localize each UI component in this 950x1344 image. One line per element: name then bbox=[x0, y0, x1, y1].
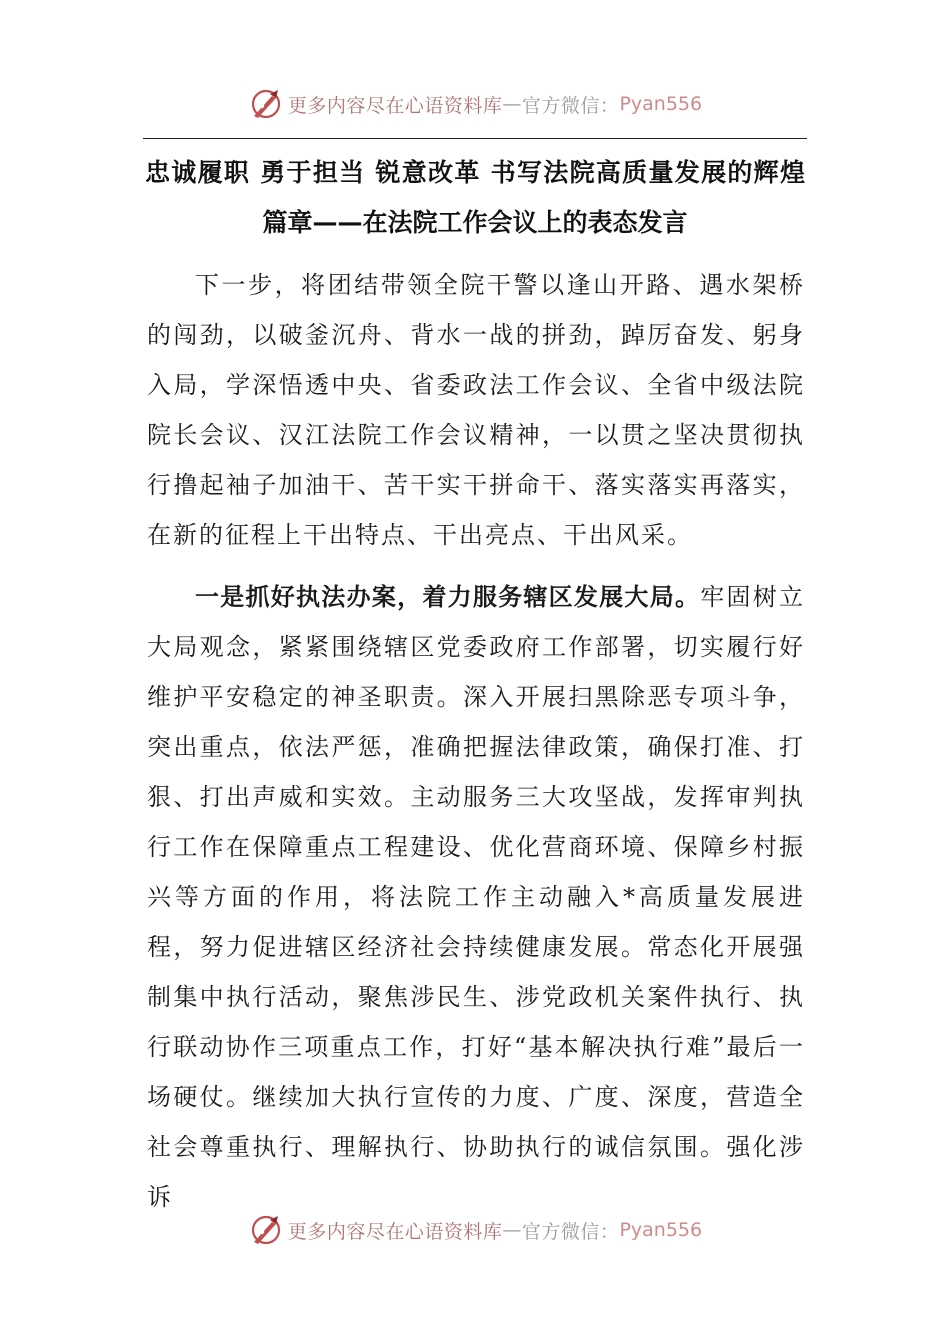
banner-text: 更多内容尽在心语资料库 bbox=[287, 1220, 503, 1243]
banner-wechat-id: Pyan556 bbox=[619, 1219, 703, 1241]
banner-dash: — bbox=[502, 1219, 522, 1241]
banner-wechat-label: 官方微信： bbox=[521, 94, 620, 117]
banner-wechat-id: Pyan556 bbox=[619, 93, 703, 115]
paragraph-2 bbox=[147, 572, 805, 1222]
header-divider bbox=[143, 138, 807, 139]
paragraph-2-body: 牢固树立大局观念，紧紧围绕辖区党委政府工作部署，切实履行好维护平安稳定的神圣职责。深入开展扫黑除恶专项斗争，突出重点，依法严惩，准确把握法律政策，确保打准、打狠、打出声威和实效。主动服务三大攻坚战，发挥审判执行工作在保障重点工程建设、优化营商环境、保障乡村振兴等方面的作用，将法院工作主动融入*高质量发展进程，努力促进辖区经济社会持续健康发展。常态化开展强制集中执行活动，聚焦涉民生、涉党政机关案件执行、执行联动协作三项重点工作，打好“基本解决执行难”最后一场硬仗。继续加大执行宣传的力度、广度、深度，营造全社会尊重执行、理解执行、协助执行的诚信氛围。强化涉诉 bbox=[147, 583, 806, 1211]
header-watermark-banner bbox=[0, 84, 950, 124]
paragraph-1: 下一步，将团结带领全院干警以逢山开路、遇水架桥的闯劲，以破釜沉舟、背水一战的拼劲，踔厉奋发、躬身入局，学深悟透中央、省委政法工作会议、全省中级法院院长会议、汉江法院工作会议精神，一以贯之坚决贯彻执行撸起袖子加油干、苦干实干拼命干、落实落实再落实，在新的征程上干出特点、干出亮点、干出风采。 bbox=[147, 271, 805, 549]
pen-logo-icon bbox=[248, 1212, 284, 1248]
banner-dash: — bbox=[502, 93, 522, 115]
pen-logo-icon bbox=[248, 86, 284, 122]
document-title bbox=[145, 148, 805, 248]
footer-watermark-banner bbox=[0, 1210, 950, 1250]
title-line-1: 忠诚履职 勇于担当 锐意改革 书写法院高质量发展的辉煌 bbox=[145, 158, 805, 187]
banner-wechat-label: 官方微信： bbox=[521, 1220, 620, 1243]
banner-text: 更多内容尽在心语资料库 bbox=[287, 94, 503, 117]
paragraph-2-lead: 一是抓好执法办案，着力服务辖区发展大局。 bbox=[195, 583, 701, 611]
title-line-2: 篇章——在法院工作会议上的表态发言 bbox=[262, 208, 688, 237]
